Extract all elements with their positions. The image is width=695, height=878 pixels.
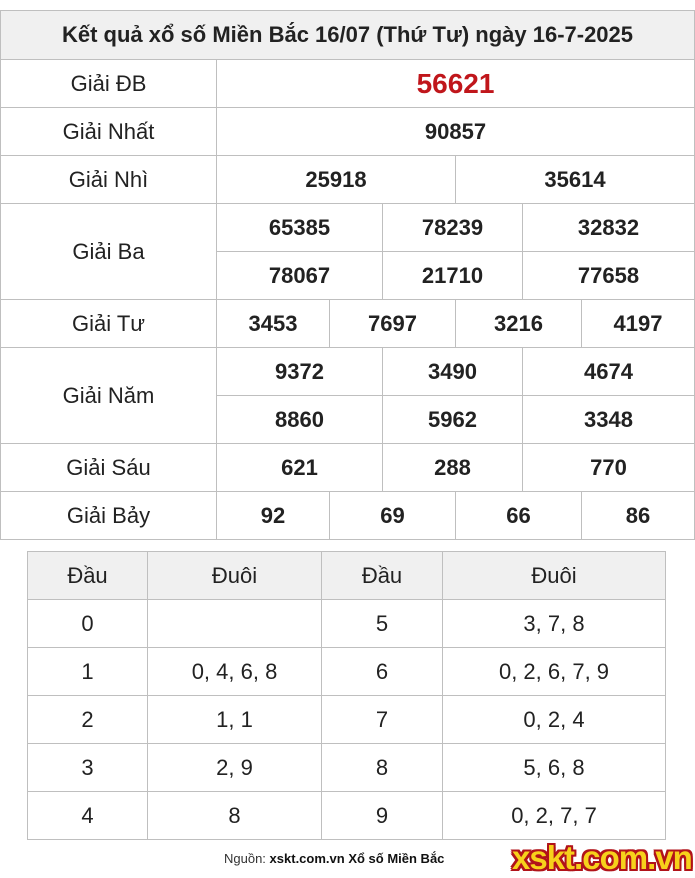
prize-row-nam [1,348,695,396]
prize-row-db [1,60,695,108]
loto-tail: 0, 2, 4 [443,696,666,744]
table-row [28,600,666,648]
prize-number: 35614 [456,156,695,204]
prize-number: 77658 [523,252,695,300]
table-row [28,792,666,840]
loto-tail: 0, 2, 6, 7, 9 [443,648,666,696]
prize-number: 78239 [383,204,523,252]
loto-header-row [28,552,666,600]
special-prize-number: 56621 [217,60,695,108]
prize-number: 4674 [523,348,695,396]
loto-head: 8 [322,744,443,792]
prize-row-nhat [1,108,695,156]
loto-tail: 0, 4, 6, 8 [148,648,322,696]
loto-tail: 2, 9 [148,744,322,792]
table-row [28,648,666,696]
loto-head: 5 [322,600,443,648]
prize-number: 92 [217,492,330,540]
prize-number: 3453 [217,300,330,348]
prize-number: 3348 [523,396,695,444]
table-row [28,744,666,792]
prize-label: Giải Nhì [1,156,217,204]
results-table [0,10,695,540]
prize-row-nhi [1,156,695,204]
prize-number: 5962 [383,396,523,444]
site-logo: xskt.com.vn [512,839,692,876]
prize-label: Giải ĐB [1,60,217,108]
loto-head: 7 [322,696,443,744]
prize-row-tu [1,300,695,348]
prize-number: 621 [217,444,383,492]
loto-tail: 8 [148,792,322,840]
prize-number: 69 [330,492,456,540]
prize-number: 90857 [217,108,695,156]
prize-number: 7697 [330,300,456,348]
loto-head: 1 [28,648,148,696]
source-prefix: Nguồn: [224,851,266,866]
prize-row-sau [1,444,695,492]
loto-head: 0 [28,600,148,648]
table-row [28,696,666,744]
prize-label: Giải Nhất [1,108,217,156]
prize-number: 3490 [383,348,523,396]
loto-tail: 1, 1 [148,696,322,744]
prize-number: 288 [383,444,523,492]
source-name: Xổ số Miền Bắc [348,851,445,866]
prize-number: 8860 [217,396,383,444]
source-credit [224,851,444,866]
loto-head: 2 [28,696,148,744]
prize-number: 86 [582,492,695,540]
prize-number: 66 [456,492,582,540]
prize-number: 4197 [582,300,695,348]
loto-tail: 3, 7, 8 [443,600,666,648]
prize-number: 3216 [456,300,582,348]
loto-tail: 0, 2, 7, 7 [443,792,666,840]
prize-label: Giải Ba [1,204,217,300]
prize-row-bay [1,492,695,540]
loto-header-tail: Đuôi [148,552,322,600]
loto-tail: 5, 6, 8 [443,744,666,792]
loto-head: 3 [28,744,148,792]
prize-number: 65385 [217,204,383,252]
loto-head: 6 [322,648,443,696]
loto-header-tail: Đuôi [443,552,666,600]
prize-row-ba [1,204,695,252]
page-title: Kết quả xổ số Miền Bắc 16/07 (Thứ Tư) ngày 16-7-2025 [1,11,695,60]
prize-label: Giải Sáu [1,444,217,492]
prize-number: 78067 [217,252,383,300]
prize-number: 21710 [383,252,523,300]
loto-head: 4 [28,792,148,840]
prize-label: Giải Tư [1,300,217,348]
prize-number: 32832 [523,204,695,252]
loto-head: 9 [322,792,443,840]
loto-table [27,551,666,840]
source-link[interactable]: xskt.com.vn [269,851,345,866]
prize-number: 9372 [217,348,383,396]
loto-tail [148,600,322,648]
prize-number: 25918 [217,156,456,204]
loto-header-head: Đầu [28,552,148,600]
prize-label: Giải Bảy [1,492,217,540]
prize-number: 770 [523,444,695,492]
prize-label: Giải Năm [1,348,217,444]
loto-header-head: Đầu [322,552,443,600]
